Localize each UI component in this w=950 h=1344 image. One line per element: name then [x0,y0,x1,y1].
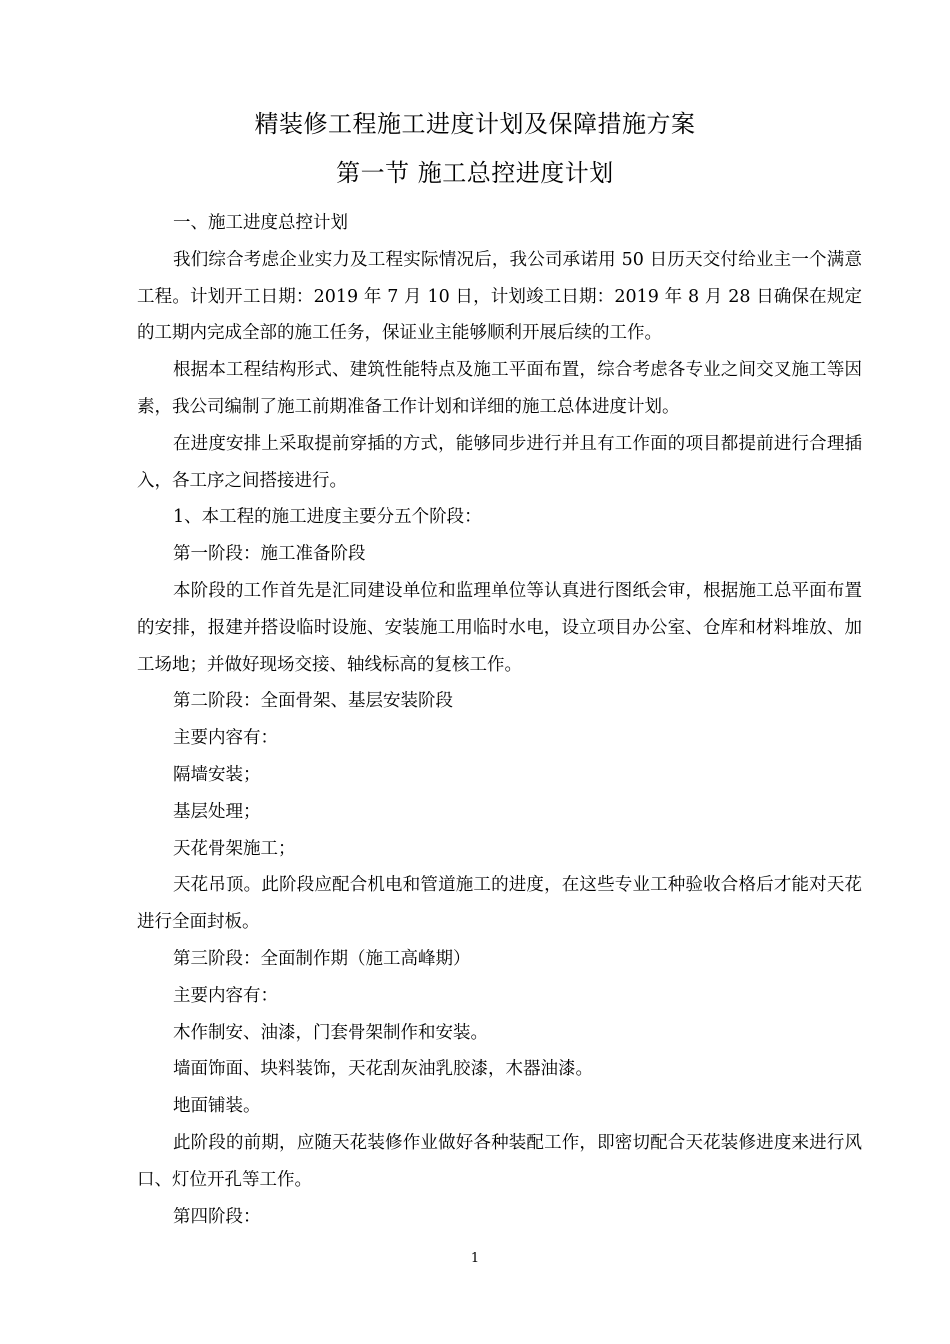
list-item: 墙面饰面、块料装饰，天花刮灰油乳胶漆，木器油漆。 [173,1059,593,1080]
paragraph-planning-basis: 根据本工程结构形式、建筑性能特点及施工平面布置，综合考虑各专业之间交叉施工等因素，我公司编制了施工前期准备工作计划和详细的施工总体进度计划。 [137,360,862,417]
list-item: 基层处理； [173,801,261,822]
list-item: 地面铺装。 [173,1096,261,1117]
document-body [137,205,862,1235]
main-content-label: 主要内容有： [173,728,278,749]
stage-two-heading: 第二阶段：全面骨架、基层安装阶段 [173,691,453,712]
paragraph-stage-one: 本阶段的工作首先是汇同建设单位和监理单位等认真进行图纸会审，根据施工总平面布置的安排，报建并搭设临时设施、安装施工用临时水电，设立项目办公室、仓库和材料堆放、加工场地；并做好现场交接、轴线标高的复核工作。 [137,580,862,675]
paragraph-stage-three-coordination: 此阶段的前期，应随天花装修作业做好各种装配工作，即密切配合天花装修进度来进行风口、灯位开孔等工作。 [137,1132,862,1190]
heading-schedule-plan: 一、施工进度总控计划 [173,213,348,233]
list-item: 天花骨架施工； [173,838,296,859]
document-title: 精装修工程施工进度计划及保障措施方案 [254,110,696,138]
stage-four-heading: 第四阶段： [173,1206,261,1227]
stage-three-heading: 第三阶段：全面制作期（施工高峰期） [173,948,471,969]
paragraph-ceiling: 天花吊顶。此阶段应配合机电和管道施工的进度，在这些专业工种验收合格后才能对天花进行全面封板。 [137,875,862,933]
stage-one-heading: 第一阶段：施工准备阶段 [173,544,366,565]
paragraph-commitment: 我们综合考虑企业实力及工程实际情况后，我公司承诺用 50 日历天交付给业主一个满意工程。计划开工日期：2019 年 7 月 10 日，计划竣工日期：2019 年 8 月 28 日确保在规定的工期内完成全部的施工任务，保证业主能够顺利开展后续的工作。 [137,249,862,344]
paragraph-scheduling-approach: 在进度安排上采取提前穿插的方式，能够同步进行并且有工作面的项目都提前进行合理插入，各工序之间搭接进行。 [137,433,862,491]
section-title: 第一节 施工总控进度计划 [336,159,614,187]
page-number: 1 [470,1251,480,1266]
list-heading-five-stages: 1、本工程的施工进度主要分五个阶段： [173,507,482,528]
main-content-label: 主要内容有： [173,985,278,1006]
list-item: 隔墙安装； [173,764,261,785]
list-item: 木作制安、油漆，门套骨架制作和安装。 [173,1022,488,1043]
